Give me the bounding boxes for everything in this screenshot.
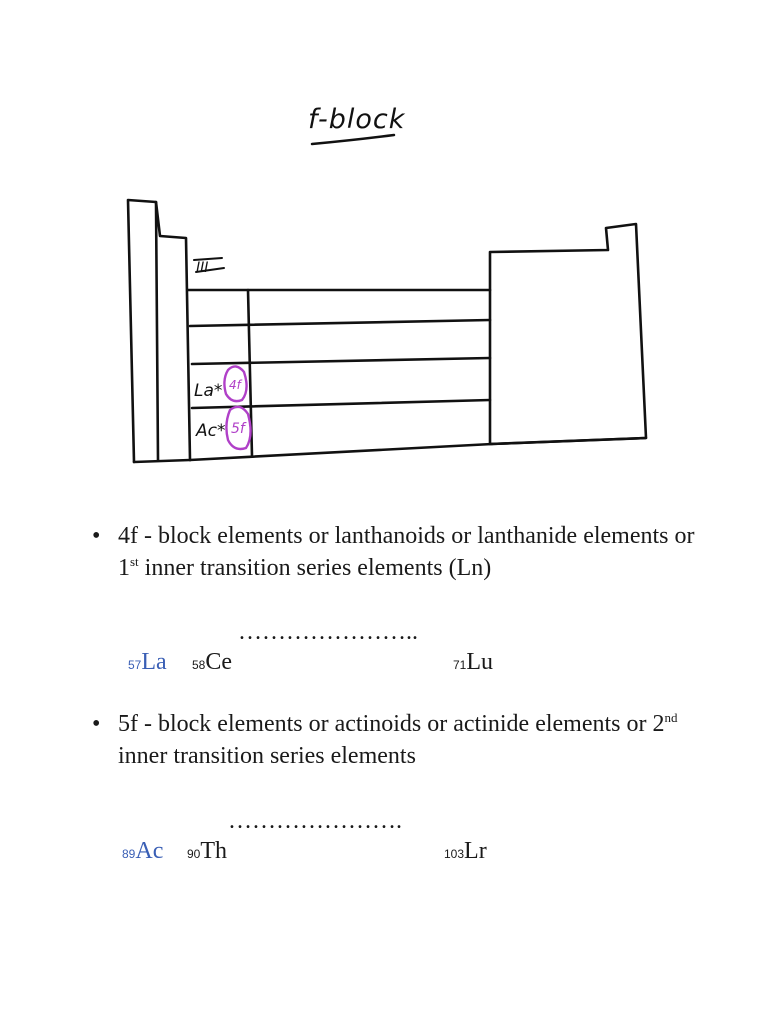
lr-symbol: Lr (464, 838, 487, 864)
lu-atomic-number: 71 (453, 658, 467, 672)
ce-element (180, 617, 232, 680)
actinoid-series (110, 806, 163, 869)
la-atomic-number: 57 (128, 658, 142, 672)
la-symbol: La (141, 649, 167, 675)
lanthanoid-description: 4f - block elements or lanthanoids or lanthanide elements or 1st inner transition series elements (Ln) (118, 523, 695, 581)
4f-label: 4f (229, 378, 241, 392)
lanthanum-label: La* (194, 381, 223, 401)
page-title: f-block (308, 104, 406, 135)
th-atomic-number: 90 (187, 847, 201, 861)
ac-symbol: Ac (135, 838, 164, 864)
bullet-marker: • (92, 523, 101, 549)
lanthanoid-ellipsis: ………………….. (238, 619, 418, 645)
ce-symbol: Ce (205, 649, 233, 675)
lr-atomic-number: 103 (444, 847, 465, 861)
lu-symbol: Lu (466, 649, 494, 675)
actinium-label: Ac* (196, 421, 226, 441)
ce-atomic-number: 58 (192, 658, 206, 672)
5f-label: 5f (231, 421, 245, 437)
lr-element (432, 806, 487, 869)
ac-atomic-number: 89 (122, 847, 136, 861)
lanthanoid-series (116, 617, 167, 680)
th-symbol: Th (200, 838, 228, 864)
th-element (175, 806, 227, 869)
p-block-outline (490, 224, 646, 444)
group-label: III (196, 260, 209, 276)
lu-element (441, 617, 493, 680)
actinoid-ellipsis: …………………. (228, 808, 402, 834)
bullet-marker: • (92, 711, 101, 737)
actinoid-description: 5f - block elements or actinoids or actinide elements or 2nd inner transition series elements (118, 710, 678, 769)
